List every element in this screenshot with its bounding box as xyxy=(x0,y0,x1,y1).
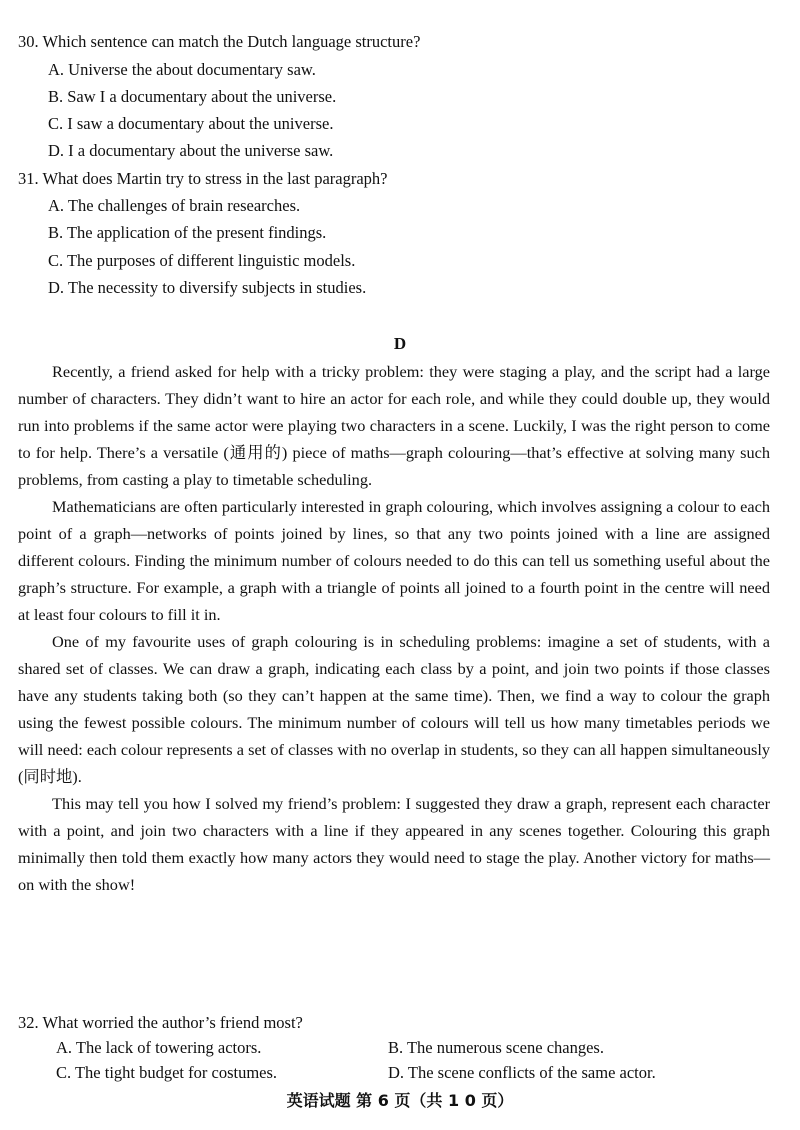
question-31-option-a: A. The challenges of brain researches. xyxy=(48,196,301,215)
question-30-option-a: A. Universe the about documentary saw. xyxy=(48,60,316,79)
question-32-option-a: A. The lack of towering actors. xyxy=(56,1038,262,1057)
passage-paragraph-1: Recently, a friend asked for help with a tricky problem: they were staging a play, and the script had a large number of characters. They didn’t want to hire an actor for each role, and while they could double up, they would run into problems if the same actor were playing two characters in a scene. Luckily, I was the right person to come to for help. There’s a versatile (通用的) piece of maths—graph colouring—that’s effective at solving many such problems, from casting a play to timetable scheduling. xyxy=(18,362,770,489)
question-32: 32. What worried the author’s friend most? xyxy=(18,1013,303,1032)
question-30-option-c: C. I saw a documentary about the universe. xyxy=(48,114,334,133)
question-31: 31. What does Martin try to stress in the last paragraph? xyxy=(18,169,388,188)
page-footer: 英语试题 第 6 页（共 1 0 页） xyxy=(286,1091,514,1110)
passage-paragraph-3: One of my favourite uses of graph colouring is in scheduling problems: imagine a set of students, with a shared set of classes. We can draw a graph, indicating each class by a point, and join two points if those classes have any students taking both (so they can’t happen at the same time). Then, we find a way to colour the graph using the fewest possible colours. The minimum number of colours will tell us how many timetables periods we will need: each colour represents a set of classes with no overlap in students, so they can all happen simultaneously (同时地). xyxy=(18,632,770,786)
question-31-option-c: C. The purposes of different linguistic models. xyxy=(48,251,356,270)
question-32-option-b: B. The numerous scene changes. xyxy=(388,1038,604,1057)
question-31-option-d: D. The necessity to diversify subjects in studies. xyxy=(48,278,367,297)
question-30: 30. Which sentence can match the Dutch language structure? xyxy=(18,32,421,51)
question-31-option-b: B. The application of the present findings. xyxy=(48,223,327,242)
question-32-option-d: D. The scene conflicts of the same actor. xyxy=(388,1063,656,1082)
reading-passage xyxy=(18,358,770,898)
question-32-option-c: C. The tight budget for costumes. xyxy=(56,1063,278,1082)
passage-paragraph-2: Mathematicians are often particularly interested in graph colouring, which involves assigning a colour to each point of a graph—networks of points joined by lines, so that any two points joined with a line are assigned different colours. Finding the minimum number of colours needed to do this can tell us something useful about the graph’s structure. For example, a graph with a triangle of points all joined to a fourth point in the centre will need at least four colours to fill it in. xyxy=(18,497,770,624)
question-30-option-b: B. Saw I a documentary about the universe. xyxy=(48,87,337,106)
section-heading: D xyxy=(393,334,407,353)
passage-paragraph-4: This may tell you how I solved my friend’s problem: I suggested they draw a graph, represent each character with a point, and join two characters with a line if they appeared in any scenes together. Colouring this graph minimally then told them exactly how many actors they would need to stage the play. Another victory for maths—on with the show! xyxy=(18,794,770,894)
question-30-option-d: D. I a documentary about the universe saw. xyxy=(48,141,334,160)
